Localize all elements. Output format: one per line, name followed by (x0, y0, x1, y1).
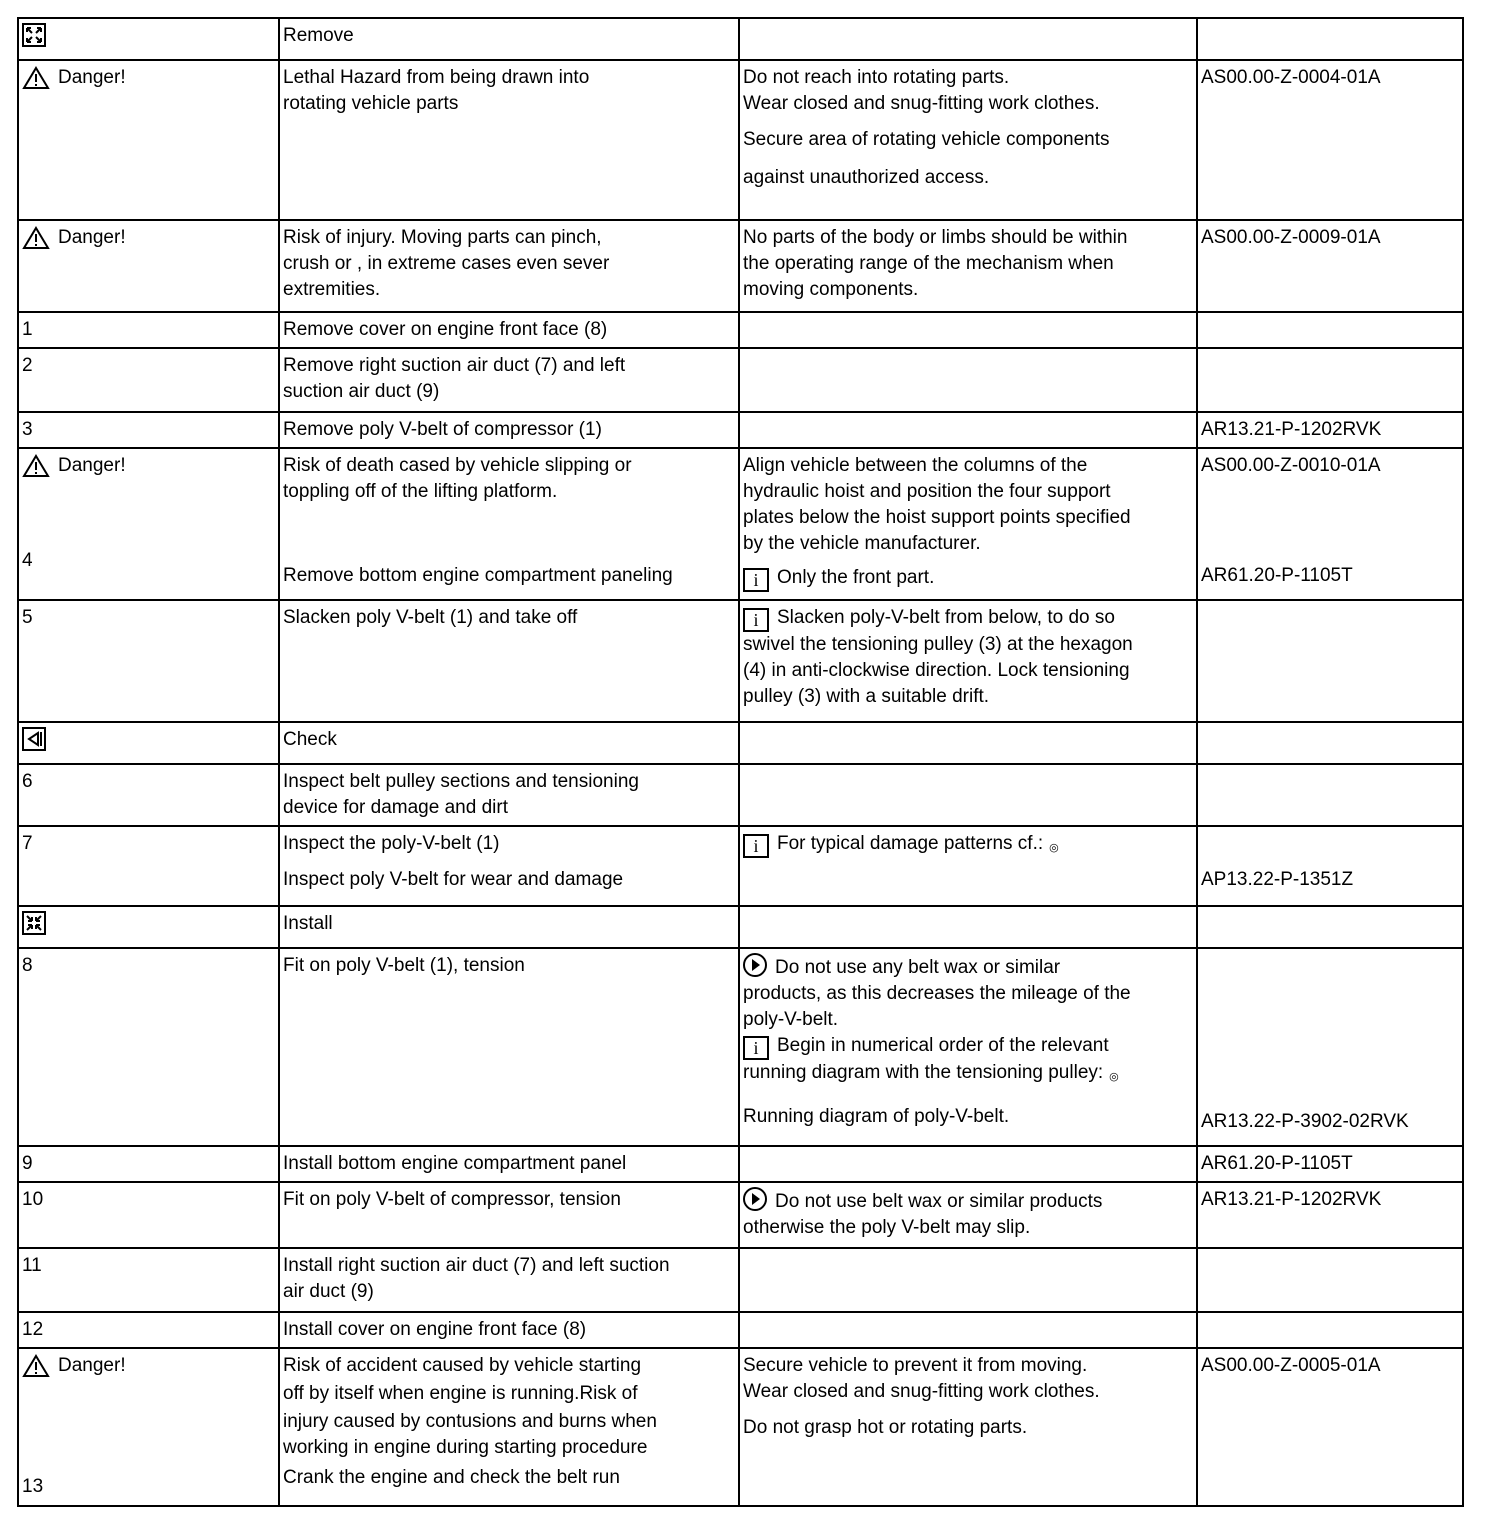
step-number: 4 (22, 550, 33, 571)
link-icon[interactable]: ◎ (1109, 1071, 1119, 1083)
table-row (18, 764, 1463, 826)
reference-link[interactable]: AR61.20-P-1105T (1197, 1146, 1463, 1182)
table-row (18, 1182, 1463, 1248)
hazard-text: extremities. (283, 279, 381, 300)
step-text: air duct (9) (283, 1281, 374, 1302)
danger-label: Danger! (22, 453, 126, 479)
note-text: Do not use belt wax or similar products (775, 1191, 1103, 1212)
reference-link[interactable]: AS00.00-Z-0005-01A (1197, 1348, 1463, 1506)
hazard-text: crush or , in extreme cases even sever (283, 253, 610, 274)
step-text: Crank the engine and check the belt run (283, 1467, 620, 1488)
step-text: Install cover on engine front face (8) (279, 1312, 739, 1348)
note-text: pulley (3) with a suitable drift. (743, 686, 990, 707)
table-row (18, 220, 1463, 312)
reference-link[interactable]: AR13.21-P-1202RVK (1197, 1182, 1463, 1248)
note-text: For typical damage patterns cf.: (777, 833, 1044, 854)
measure-text: hydraulic hoist and position the four support (743, 481, 1111, 502)
note-text: Do not use any belt wax or similar (775, 957, 1061, 978)
table-row (18, 312, 1463, 348)
measure-text: Secure vehicle to prevent it from moving. (743, 1355, 1088, 1376)
section-title-check: Check (279, 722, 739, 764)
note-text: running diagram with the tensioning pulley: (743, 1062, 1104, 1083)
note-text: Begin in numerical order of the relevant (777, 1035, 1109, 1056)
table-row (18, 1248, 1463, 1312)
table-row (18, 412, 1463, 448)
measure-text: Wear closed and snug-fitting work clothes. (743, 93, 1100, 114)
table-row (18, 348, 1463, 412)
table-row (18, 448, 1463, 600)
table-row (18, 948, 1463, 1146)
hazard-text: Risk of death cased by vehicle slipping or (283, 455, 632, 476)
step-number: 6 (18, 764, 279, 826)
step-number: 7 (18, 826, 279, 906)
note-text: poly-V-belt. (743, 1009, 839, 1030)
note-text: otherwise the poly V-belt may slip. (743, 1217, 1031, 1238)
table-row (18, 1348, 1463, 1506)
info-icon: i (743, 834, 769, 858)
step-text: Remove right suction air duct (7) and left (283, 355, 626, 376)
hazard-text: rotating vehicle parts (283, 93, 459, 114)
note-icon (743, 953, 767, 977)
step-text: Inspect poly V-belt for wear and damage (283, 869, 624, 890)
step-number: 1 (18, 312, 279, 348)
table-row (18, 18, 1463, 60)
step-text: Install right suction air duct (7) and left suction (283, 1255, 670, 1276)
install-arrows-icon (22, 911, 46, 935)
warning-triangle-icon (22, 66, 50, 90)
hazard-text: toppling off of the lifting platform. (283, 481, 558, 502)
step-text: Inspect the poly-V-belt (1) (283, 833, 500, 854)
measure-text: Wear closed and snug-fitting work clothes. (743, 1381, 1100, 1402)
reference-link[interactable]: AR61.20-P-1105T (1201, 565, 1353, 586)
section-title-install: Install (279, 906, 739, 948)
measure-text: moving components. (743, 279, 919, 300)
step-text: Fit on poly V-belt of compressor, tension (279, 1182, 739, 1248)
reference-link[interactable]: AR13.21-P-1202RVK (1197, 412, 1463, 448)
warning-triangle-icon (22, 1354, 50, 1378)
note-text: swivel the tensioning pulley (3) at the hexagon (743, 634, 1133, 655)
note-text: Slacken poly-V-belt from below, to do so (777, 607, 1115, 628)
table-row (18, 906, 1463, 948)
hazard-text: Risk of injury. Moving parts can pinch, (283, 227, 602, 248)
section-title-remove: Remove (279, 18, 739, 60)
step-number: 9 (18, 1146, 279, 1182)
step-number: 3 (18, 412, 279, 448)
step-number: 2 (18, 348, 279, 412)
measure-text: Do not reach into rotating parts. (743, 67, 1010, 88)
step-text: Slacken poly V-belt (1) and take off (279, 600, 739, 722)
step-number: 8 (18, 948, 279, 1146)
measure-text: by the vehicle manufacturer. (743, 533, 981, 554)
reference-link[interactable]: AS00.00-Z-0004-01A (1197, 60, 1463, 220)
warning-triangle-icon (22, 454, 50, 478)
step-text: Remove poly V-belt of compressor (1) (279, 412, 739, 448)
measure-text: No parts of the body or limbs should be within (743, 227, 1128, 248)
warning-triangle-icon (22, 226, 50, 250)
info-icon: i (743, 568, 769, 592)
hazard-text: off by itself when engine is running.Risk of (283, 1383, 638, 1404)
check-icon (22, 727, 46, 751)
step-text: device for damage and dirt (283, 797, 508, 818)
step-number: 10 (18, 1182, 279, 1248)
reference-link[interactable]: AS00.00-Z-0009-01A (1197, 220, 1463, 312)
step-number: 5 (18, 600, 279, 722)
step-number: 11 (18, 1248, 279, 1312)
note-text: products, as this decreases the mileage of the (743, 983, 1131, 1004)
step-text: Inspect belt pulley sections and tensioning (283, 771, 639, 792)
step-number: 13 (22, 1476, 44, 1497)
reference-link[interactable]: AR13.22-P-3902-02RVK (1201, 1111, 1409, 1132)
note-text: Only the front part. (777, 567, 935, 588)
hazard-text: injury caused by contusions and burns when (283, 1411, 657, 1432)
step-text: Remove cover on engine front face (8) (279, 312, 739, 348)
table-row (18, 1312, 1463, 1348)
step-text: Install bottom engine compartment panel (279, 1146, 739, 1182)
info-icon: i (743, 608, 769, 632)
table-row (18, 1146, 1463, 1182)
measure-text: Align vehicle between the columns of the (743, 455, 1088, 476)
danger-label: Danger! (22, 225, 126, 251)
table-row (18, 722, 1463, 764)
remove-arrows-icon (22, 23, 46, 47)
reference-link[interactable]: AS00.00-Z-0010-01A (1201, 455, 1381, 476)
step-number: 12 (18, 1312, 279, 1348)
note-text: Running diagram of poly-V-belt. (743, 1106, 1010, 1127)
danger-label: Danger! (22, 1353, 126, 1379)
measure-text: plates below the hoist support points specified (743, 507, 1131, 528)
link-icon[interactable]: ◎ (1049, 842, 1059, 854)
table-row (18, 826, 1463, 906)
reference-link[interactable]: AP13.22-P-1351Z (1201, 869, 1354, 890)
hazard-text: Risk of accident caused by vehicle starting (283, 1355, 642, 1376)
measure-text: Secure area of rotating vehicle components (743, 129, 1110, 150)
measure-text: Do not grasp hot or rotating parts. (743, 1417, 1028, 1438)
step-text: Fit on poly V-belt (1), tension (279, 948, 739, 1146)
step-text: suction air duct (9) (283, 381, 440, 402)
danger-label: Danger! (22, 65, 126, 91)
info-icon: i (743, 1036, 769, 1060)
measure-text: the operating range of the mechanism when (743, 253, 1114, 274)
hazard-text: Lethal Hazard from being drawn into (283, 67, 590, 88)
note-icon (743, 1187, 767, 1211)
table-row (18, 600, 1463, 722)
table-row (18, 60, 1463, 220)
step-text: Remove bottom engine compartment paneling (283, 565, 673, 586)
procedure-table (17, 17, 1464, 1507)
note-text: (4) in anti-clockwise direction. Lock tensioning (743, 660, 1130, 681)
measure-text: against unauthorized access. (743, 167, 990, 188)
hazard-text: working in engine during starting procedure (283, 1437, 648, 1458)
